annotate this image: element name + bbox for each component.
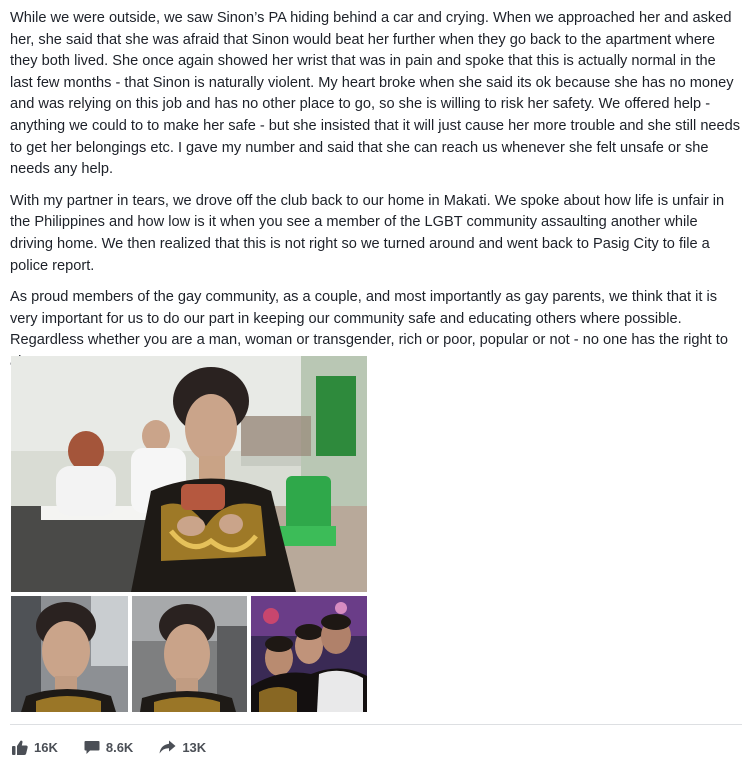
thumbs-up-icon [12,740,28,755]
club-selfie[interactable] [251,596,367,712]
comment-count: 8.6K [105,739,134,755]
post-paragraph-1: While we were outside, we saw Sinon’s PA hiding behind a car and crying. When we approached her and asked her, she said that she was afraid that Sinon would beat her further when they go back to the apartment where they both lived. She once again showed her wrist that was in pain and spoke that this is actually normal in the last few months - that Sinon is naturally violent. My heart broke when she said its ok because she has no money and was relying on this job and has no other place to go, so she is willing to risk her safety. We offered help - anything we could to to make her safe - but she insisted that it will just cause her more trouble and she still needs to get her belongings etc. I gave my number and said that she can reach us whenever she felt unsafe or she needs any help. [10,10,741,178]
post-paragraph-2: With my partner in tears, we drove off the club back to our home in Makati. We spoke about how life is unfair in the Philippines and how low is it when you see a member of the LGBT community assaulting another while driving home. We then realized that this is not right so we turned around and went back to Pasig City to file a police report. [10,192,725,274]
share-count: 13K [182,739,207,755]
car-selfie-2[interactable] [132,596,247,712]
post-body [10,8,742,384]
like-stat[interactable] [12,740,58,755]
car-selfie-1[interactable] [11,596,128,712]
like-count: 16K [34,739,58,755]
share-arrow-icon [159,740,176,754]
post-paragraph-3: As proud members of the gay community, as a couple, and most importantly as gay parents, we think that it is very important for us to do our part in keeping our community safe and educating others where possible. Regardless whether you are a man, woman or transgender, rich or poor, popular or not - no one has the right to [10,289,728,349]
share-stat[interactable] [159,740,206,755]
police-station-photo[interactable] [11,356,367,592]
comment-stat[interactable] [84,740,133,755]
stats-divider [10,724,742,725]
engagement-bar [12,736,206,758]
comment-icon [84,740,100,755]
photo-grid [11,356,367,712]
